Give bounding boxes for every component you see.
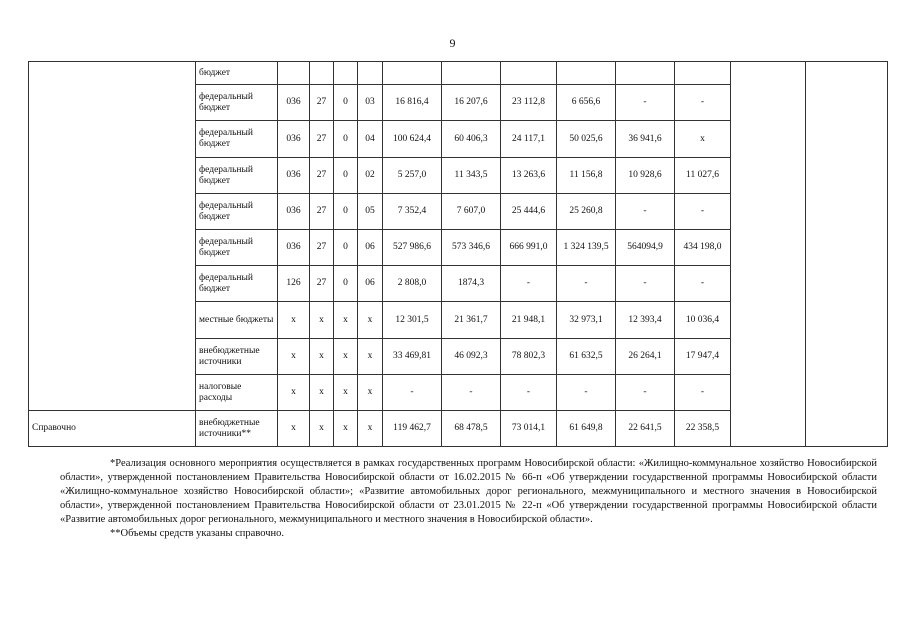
- value-cell: 23 112,8: [501, 85, 557, 121]
- value-cell: 32 973,1: [557, 302, 616, 339]
- value-cell: -: [557, 266, 616, 302]
- code-cell: 036: [278, 194, 310, 230]
- code-cell: 0: [334, 158, 358, 194]
- code-cell: 27: [310, 194, 334, 230]
- value-cell: 12 301,5: [383, 302, 442, 339]
- value-cell: 33 469,81: [383, 339, 442, 375]
- value-cell: 60 406,3: [442, 121, 501, 158]
- value-cell: -: [616, 85, 675, 121]
- funding-source-cell: федеральный бюджет: [196, 158, 278, 194]
- value-cell: 16 816,4: [383, 85, 442, 121]
- code-cell: 0: [334, 266, 358, 302]
- value-cell: -: [675, 266, 731, 302]
- value-cell: -: [675, 85, 731, 121]
- value-cell: 10 036,4: [675, 302, 731, 339]
- value-cell: 16 207,6: [442, 85, 501, 121]
- code-cell: х: [278, 411, 310, 447]
- value-cell: -: [442, 375, 501, 411]
- page-number: 9: [449, 36, 456, 50]
- value-cell: -: [557, 375, 616, 411]
- value-cell: 24 117,1: [501, 121, 557, 158]
- footnote-main: *Реализация основного мероприятия осуществляется в рамках государственных программ Новосибирской области: «Жилищно-коммунальное хозяйство Новосибирской области», утвержденной постановлением Правительства Новосибирской области от 16.02.2015 № 66-п «Об утверждении государственной программы Новосибирской области «Жилищно-коммунальное хозяйство Новосибирской области»; «Развитие автомобильных дорог регионального, межмуниципального и местного значения в Новосибирской области», утвержденной постановлением Правительства Новосибирской области от 23.01.2015 № 22-п «Об утверждении государственной программы Новосибирской области «Развитие автомобильных дорог регионального, межмуниципального и местного значения в Новосибирской области».: [60, 458, 877, 525]
- code-cell: х: [358, 339, 383, 375]
- funding-source-cell: федеральный бюджет: [196, 85, 278, 121]
- value-cell: 10 928,6: [616, 158, 675, 194]
- value-cell: 25 260,8: [557, 194, 616, 230]
- code-cell: х: [278, 375, 310, 411]
- value-cell: 68 478,5: [442, 411, 501, 447]
- value-cell: 17 947,4: [675, 339, 731, 375]
- budget-table: [28, 61, 888, 447]
- code-cell: х: [358, 375, 383, 411]
- value-cell: 22 641,5: [616, 411, 675, 447]
- section-cell: [29, 62, 196, 411]
- code-cell: 0: [334, 85, 358, 121]
- value-cell: [616, 62, 675, 85]
- code-cell: 27: [310, 121, 334, 158]
- value-cell: -: [616, 266, 675, 302]
- value-cell: 666 991,0: [501, 230, 557, 266]
- value-cell: 25 444,6: [501, 194, 557, 230]
- section-cell: Справочно: [29, 411, 196, 447]
- value-cell: 11 343,5: [442, 158, 501, 194]
- value-cell: 11 156,8: [557, 158, 616, 194]
- code-cell: х: [278, 302, 310, 339]
- table-body: [29, 62, 888, 447]
- code-cell: 27: [310, 158, 334, 194]
- value-cell: 573 346,6: [442, 230, 501, 266]
- code-cell: [334, 62, 358, 85]
- value-cell: -: [501, 375, 557, 411]
- funding-source-cell: внебюджетные источники**: [196, 411, 278, 447]
- value-cell: 21 361,7: [442, 302, 501, 339]
- code-cell: 036: [278, 230, 310, 266]
- value-cell: 434 198,0: [675, 230, 731, 266]
- value-cell: -: [616, 375, 675, 411]
- code-cell: 27: [310, 230, 334, 266]
- code-cell: х: [310, 411, 334, 447]
- code-cell: х: [310, 375, 334, 411]
- value-cell: -: [675, 375, 731, 411]
- value-cell: 78 802,3: [501, 339, 557, 375]
- value-cell: 36 941,6: [616, 121, 675, 158]
- value-cell: х: [675, 121, 731, 158]
- code-cell: х: [310, 302, 334, 339]
- code-cell: 05: [358, 194, 383, 230]
- value-cell: 564094,9: [616, 230, 675, 266]
- value-cell: 100 624,4: [383, 121, 442, 158]
- value-cell: 7 352,4: [383, 194, 442, 230]
- value-cell: 6 656,6: [557, 85, 616, 121]
- value-cell: 12 393,4: [616, 302, 675, 339]
- value-cell: -: [501, 266, 557, 302]
- value-cell: 22 358,5: [675, 411, 731, 447]
- code-cell: х: [334, 411, 358, 447]
- code-cell: 06: [358, 230, 383, 266]
- empty-cell: [731, 62, 806, 447]
- code-cell: х: [358, 302, 383, 339]
- code-cell: 126: [278, 266, 310, 302]
- footnote-reference: **Объемы средств указаны справочно.: [110, 528, 284, 539]
- code-cell: 0: [334, 230, 358, 266]
- code-cell: 036: [278, 158, 310, 194]
- code-cell: х: [358, 411, 383, 447]
- code-cell: 0: [334, 194, 358, 230]
- code-cell: х: [334, 375, 358, 411]
- value-cell: 119 462,7: [383, 411, 442, 447]
- funding-source-cell: федеральный бюджет: [196, 230, 278, 266]
- value-cell: 61 649,8: [557, 411, 616, 447]
- value-cell: [383, 62, 442, 85]
- funding-source-cell: внебюджетные источники: [196, 339, 278, 375]
- value-cell: [557, 62, 616, 85]
- value-cell: [501, 62, 557, 85]
- value-cell: 13 263,6: [501, 158, 557, 194]
- value-cell: 50 025,6: [557, 121, 616, 158]
- code-cell: х: [278, 339, 310, 375]
- value-cell: -: [383, 375, 442, 411]
- funding-source-cell: налоговые расходы: [196, 375, 278, 411]
- value-cell: 61 632,5: [557, 339, 616, 375]
- funding-source-cell: бюджет: [196, 62, 278, 85]
- value-cell: 1 324 139,5: [557, 230, 616, 266]
- value-cell: 73 014,1: [501, 411, 557, 447]
- value-cell: 21 948,1: [501, 302, 557, 339]
- code-cell: 036: [278, 85, 310, 121]
- code-cell: х: [310, 339, 334, 375]
- empty-cell: [806, 62, 888, 447]
- code-cell: [278, 62, 310, 85]
- value-cell: 2 808,0: [383, 266, 442, 302]
- value-cell: 527 986,6: [383, 230, 442, 266]
- value-cell: 26 264,1: [616, 339, 675, 375]
- code-cell: 0: [334, 121, 358, 158]
- funding-source-cell: федеральный бюджет: [196, 266, 278, 302]
- value-cell: [442, 62, 501, 85]
- code-cell: 03: [358, 85, 383, 121]
- code-cell: [310, 62, 334, 85]
- value-cell: 11 027,6: [675, 158, 731, 194]
- code-cell: 036: [278, 121, 310, 158]
- value-cell: 5 257,0: [383, 158, 442, 194]
- code-cell: 04: [358, 121, 383, 158]
- footnotes: [60, 457, 877, 541]
- funding-source-cell: местные бюджеты: [196, 302, 278, 339]
- funding-source-cell: федеральный бюджет: [196, 121, 278, 158]
- code-cell: 02: [358, 158, 383, 194]
- funding-source-cell: федеральный бюджет: [196, 194, 278, 230]
- value-cell: 46 092,3: [442, 339, 501, 375]
- code-cell: 06: [358, 266, 383, 302]
- code-cell: 27: [310, 85, 334, 121]
- table-row: [29, 62, 888, 85]
- value-cell: -: [616, 194, 675, 230]
- value-cell: [675, 62, 731, 85]
- value-cell: 7 607,0: [442, 194, 501, 230]
- value-cell: 1874,3: [442, 266, 501, 302]
- value-cell: -: [675, 194, 731, 230]
- code-cell: х: [334, 339, 358, 375]
- code-cell: х: [334, 302, 358, 339]
- code-cell: 27: [310, 266, 334, 302]
- code-cell: [358, 62, 383, 85]
